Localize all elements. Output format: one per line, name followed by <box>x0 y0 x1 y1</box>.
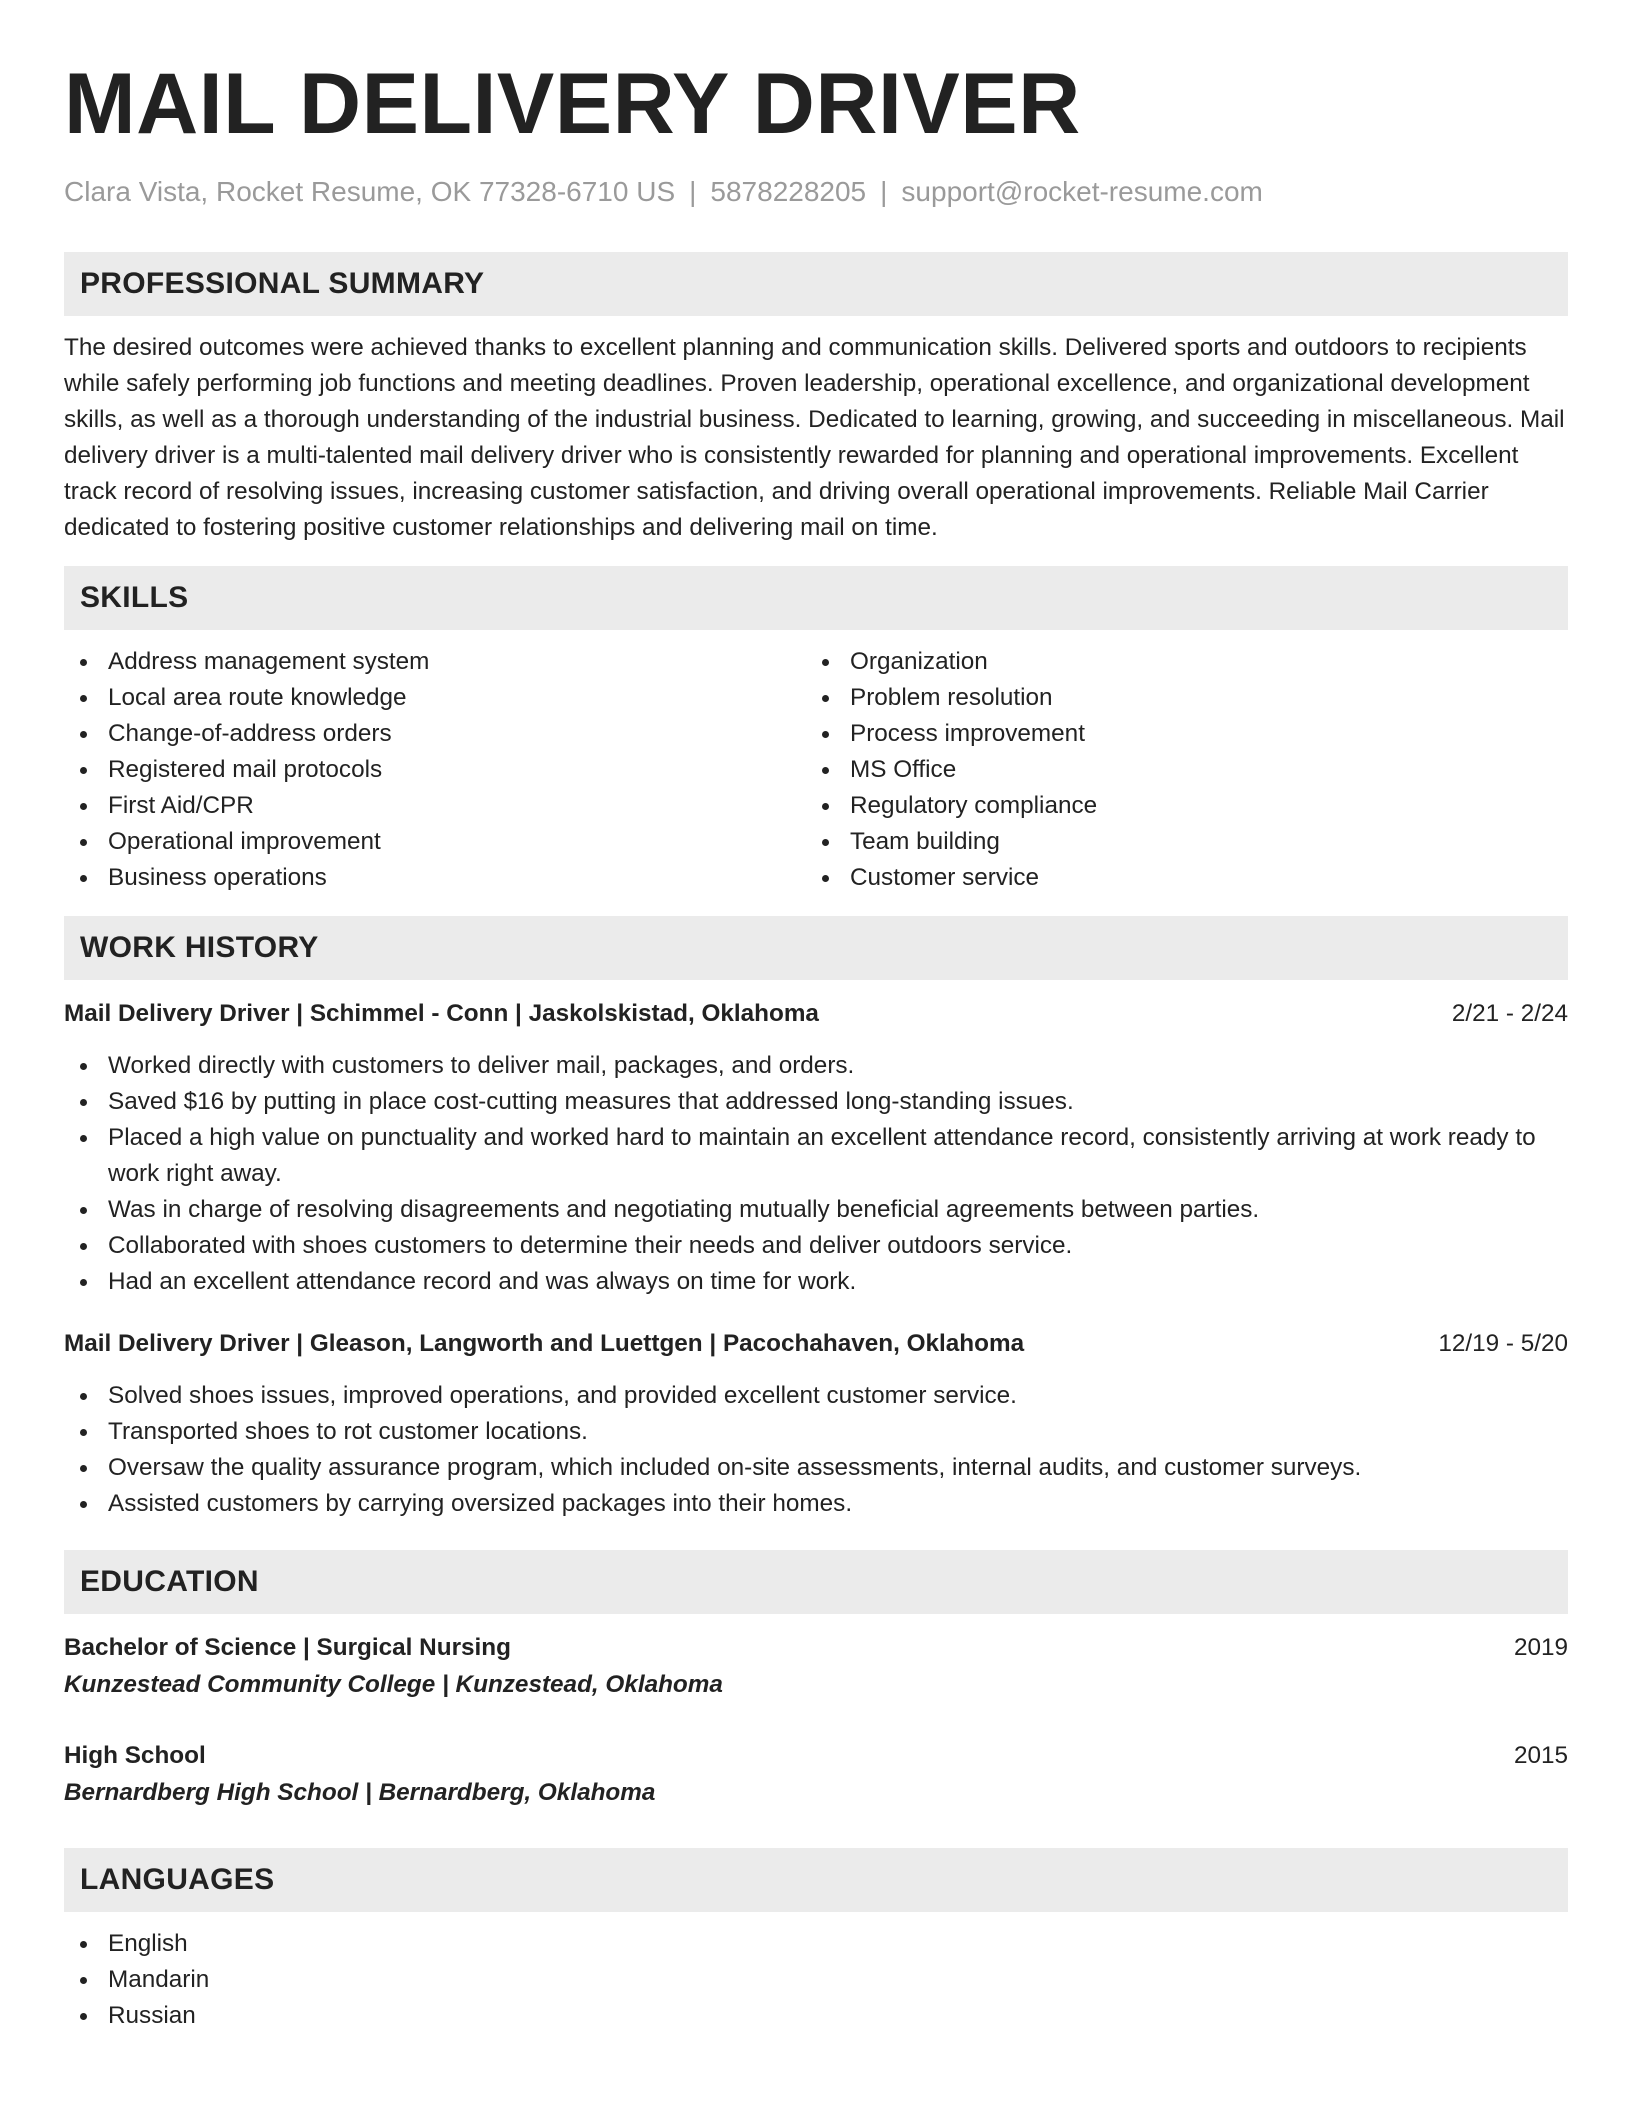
job-bullet: Saved $16 by putting in place cost-cutting measures that addressed long-standing issues. <box>64 1084 1568 1120</box>
education-year: 2015 <box>1513 1742 1568 1769</box>
skill-item: Operational improvement <box>64 824 806 860</box>
job-bullets <box>64 1378 1568 1522</box>
language-item: Mandarin <box>64 1962 1568 1998</box>
contact-address: Clara Vista, Rocket Resume, OK 77328-6710 US <box>64 176 676 207</box>
job-entry <box>64 1326 1568 1522</box>
education-school: Kunzestead Community College | Kunzestead, Oklahoma <box>64 1671 723 1698</box>
job-bullet: Oversaw the quality assurance program, which included on-site assessments, internal audits, and customer surveys. <box>64 1450 1568 1486</box>
skill-item: Customer service <box>806 860 1548 896</box>
summary-text: The desired outcomes were achieved thanks to excellent planning and communication skills. Delivered sports and outdoors to recipients while safely performing job functions and meeting deadlines. Proven leadership, operational excellence, and organizational development skills, as well as a thorough understanding of the industrial business. Dedicated to learning, growing, and succeeding in miscellaneous. Mail delivery driver is a multi-talented mail delivery driver who is consistently rewarded for planning and operational improvements. Excellent track record of resolving issues, increasing customer satisfaction, and driving overall operational improvements. Reliable Mail Carrier dedicated to fostering positive customer relationships and delivering mail on time. <box>64 334 1565 541</box>
job-bullet: Worked directly with customers to deliver mail, packages, and orders. <box>64 1048 1568 1084</box>
skill-item: Organization <box>806 644 1548 680</box>
education-entry <box>64 1630 1568 1704</box>
education-degree: High School <box>64 1742 206 1769</box>
summary-heading: PROFESSIONAL SUMMARY <box>64 252 1568 316</box>
education-header <box>64 1630 1568 1666</box>
language-item: English <box>64 1926 1568 1962</box>
skill-item: Address management system <box>64 644 806 680</box>
job-bullet: Assisted customers by carrying oversized packages into their homes. <box>64 1486 1568 1522</box>
skill-item: Business operations <box>64 860 806 896</box>
education-entry <box>64 1738 1568 1812</box>
languages-list <box>64 1926 1568 2034</box>
skill-item: Local area route knowledge <box>64 680 806 716</box>
skills-column-right <box>806 644 1548 896</box>
contact-phone: 5878228205 <box>710 176 867 207</box>
skill-item: Process improvement <box>806 716 1548 752</box>
education-degree: Bachelor of Science | Surgical Nursing <box>64 1634 511 1661</box>
contact-email: support@rocket-resume.com <box>901 176 1263 207</box>
contact-line <box>64 174 1568 210</box>
skills-column-left <box>64 644 806 896</box>
skill-item: Registered mail protocols <box>64 752 806 788</box>
job-bullet: Transported shoes to rot customer locations. <box>64 1414 1568 1450</box>
job-entry <box>64 996 1568 1300</box>
contact-separator: | <box>880 176 888 207</box>
job-header <box>64 1326 1568 1362</box>
skills-list <box>64 644 1568 896</box>
job-dates: 2/21 - 2/24 <box>1451 1000 1568 1027</box>
job-bullet: Had an excellent attendance record and was always on time for work. <box>64 1264 1568 1300</box>
job-title: Mail Delivery Driver | Schimmel - Conn | Jaskolskistad, Oklahoma <box>64 1000 819 1027</box>
skill-item: Team building <box>806 824 1548 860</box>
job-title: Mail Delivery Driver | Gleason, Langworth and Luettgen | Pacochahaven, Oklahoma <box>64 1330 1025 1357</box>
education-school: Bernardberg High School | Bernardberg, Oklahoma <box>64 1779 656 1806</box>
job-header <box>64 996 1568 1032</box>
language-item: Russian <box>64 1998 1568 2034</box>
job-bullet: Placed a high value on punctuality and worked hard to maintain an excellent attendance record, consistently arriving at work ready to work right away. <box>64 1120 1568 1192</box>
job-bullets <box>64 1048 1568 1300</box>
skill-item: First Aid/CPR <box>64 788 806 824</box>
education-heading: EDUCATION <box>64 1550 1568 1614</box>
job-dates: 12/19 - 5/20 <box>1438 1330 1568 1357</box>
work-heading: WORK HISTORY <box>64 916 1568 980</box>
education-year: 2019 <box>1513 1634 1568 1661</box>
job-bullet: Was in charge of resolving disagreements and negotiating mutually beneficial agreements between parties. <box>64 1192 1568 1228</box>
job-bullet: Collaborated with shoes customers to determine their needs and deliver outdoors service. <box>64 1228 1568 1264</box>
skill-item: Regulatory compliance <box>806 788 1548 824</box>
education-header <box>64 1738 1568 1774</box>
skills-heading: SKILLS <box>64 566 1568 630</box>
languages-heading: LANGUAGES <box>64 1848 1568 1912</box>
skill-item: Change-of-address orders <box>64 716 806 752</box>
job-bullet: Solved shoes issues, improved operations, and provided excellent customer service. <box>64 1378 1568 1414</box>
resume-name: MAIL DELIVERY DRIVER <box>64 56 1081 152</box>
contact-separator: | <box>689 176 697 207</box>
skill-item: Problem resolution <box>806 680 1548 716</box>
resume-page <box>64 56 1568 2034</box>
skill-item: MS Office <box>806 752 1548 788</box>
